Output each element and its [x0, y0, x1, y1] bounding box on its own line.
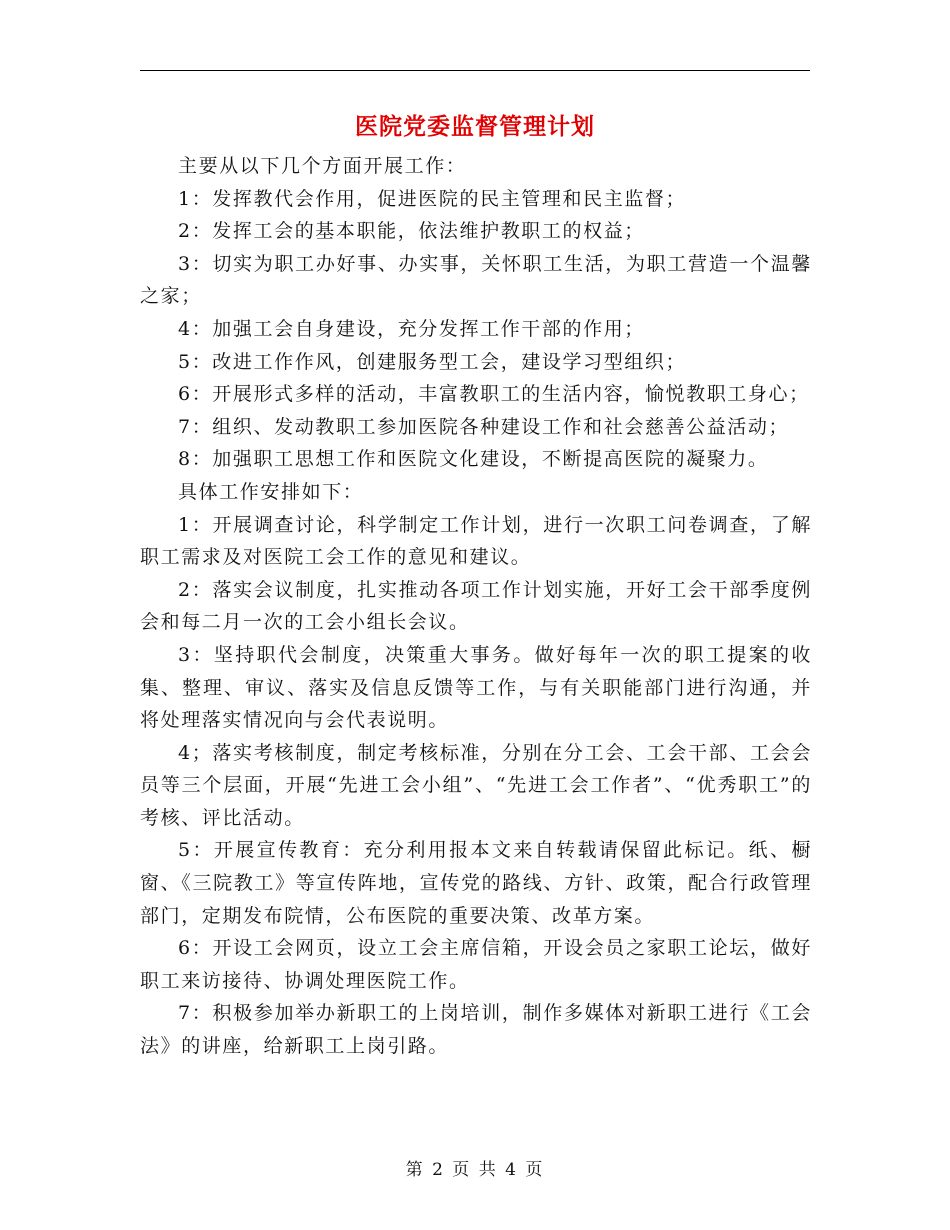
arrangement-item: 2：落实会议制度，扎实推动各项工作计划实施，开好工会干部季度例会和每二月一次的工会小组长会议。 [140, 578, 812, 634]
arrangement-item: 1：开展调查讨论，科学制定工作计划，进行一次职工问卷调查，了解职工需求及对医院工会工作的意见和建议。 [140, 513, 812, 569]
section-heading: 具体工作安排如下： [178, 480, 364, 503]
list-item: 1：发挥教代会作用，促进医院的民主管理和民主监督； [178, 187, 687, 210]
list-item: 6：开展形式多样的活动，丰富教职工的生活内容，愉悦教职工身心； [178, 383, 810, 406]
header-rule [140, 70, 810, 71]
list-item: 2：发挥工会的基本职能，依法维护教职工的权益； [178, 220, 645, 243]
list-item: 5：改进工作作风，创建服务型工会，建设学习型组织； [178, 350, 687, 373]
intro-paragraph: 主要从以下几个方面开展工作： [178, 155, 467, 177]
list-item: 4：加强工会自身建设，充分发挥工作干部的作用； [178, 317, 645, 340]
list-item: 8：加强职工思想工作和医院文化建设，不断提高医院的凝聚力。 [178, 448, 769, 471]
arrangement-item: 6：开设工会网页，设立工会主席信箱，开设会员之家职工论坛，做好职工来访接待、协调处理医院工作。 [140, 937, 812, 992]
document-body [140, 150, 812, 1063]
arrangement-item: 5：开展宣传教育：充分利用报本文来自转载请保留此标记。纸、橱窗、《三院教工》等宣传阵地，宣传党的路线、方针、政策，配合行政管理部门，定期发布院情，公布医院的重要决策、改革方案。 [140, 839, 812, 927]
arrangement-item: 7：积极参加举办新职工的上岗培训，制作多媒体对新职工进行《工会法》的讲座，给新职工上岗引路。 [140, 1002, 812, 1058]
document-title: 医院党委监督管理计划 [355, 114, 595, 140]
arrangement-item: 4；落实考核制度，制定考核标准，分别在分工会、工会干部、工会会员等三个层面，开展“先进工会小组”、“先进工会工作者”、“优秀职工”的考核、评比活动。 [140, 741, 812, 829]
page-number: 第 2 页 共 4 页 [405, 1160, 545, 1180]
list-item: 7：组织、发动教职工参加医院各种建设工作和社会慈善公益活动； [178, 415, 790, 438]
arrangement-item: 3：坚持职代会制度，决策重大事务。做好每年一次的职工提案的收集、整理、审议、落实及信息反馈等工作，与有关职能部门进行沟通，并将处理落实情况向与会代表说明。 [140, 643, 812, 732]
list-item: 3：切实为职工办好事、办实事，关怀职工生活，为职工营造一个温馨之家； [140, 252, 812, 308]
